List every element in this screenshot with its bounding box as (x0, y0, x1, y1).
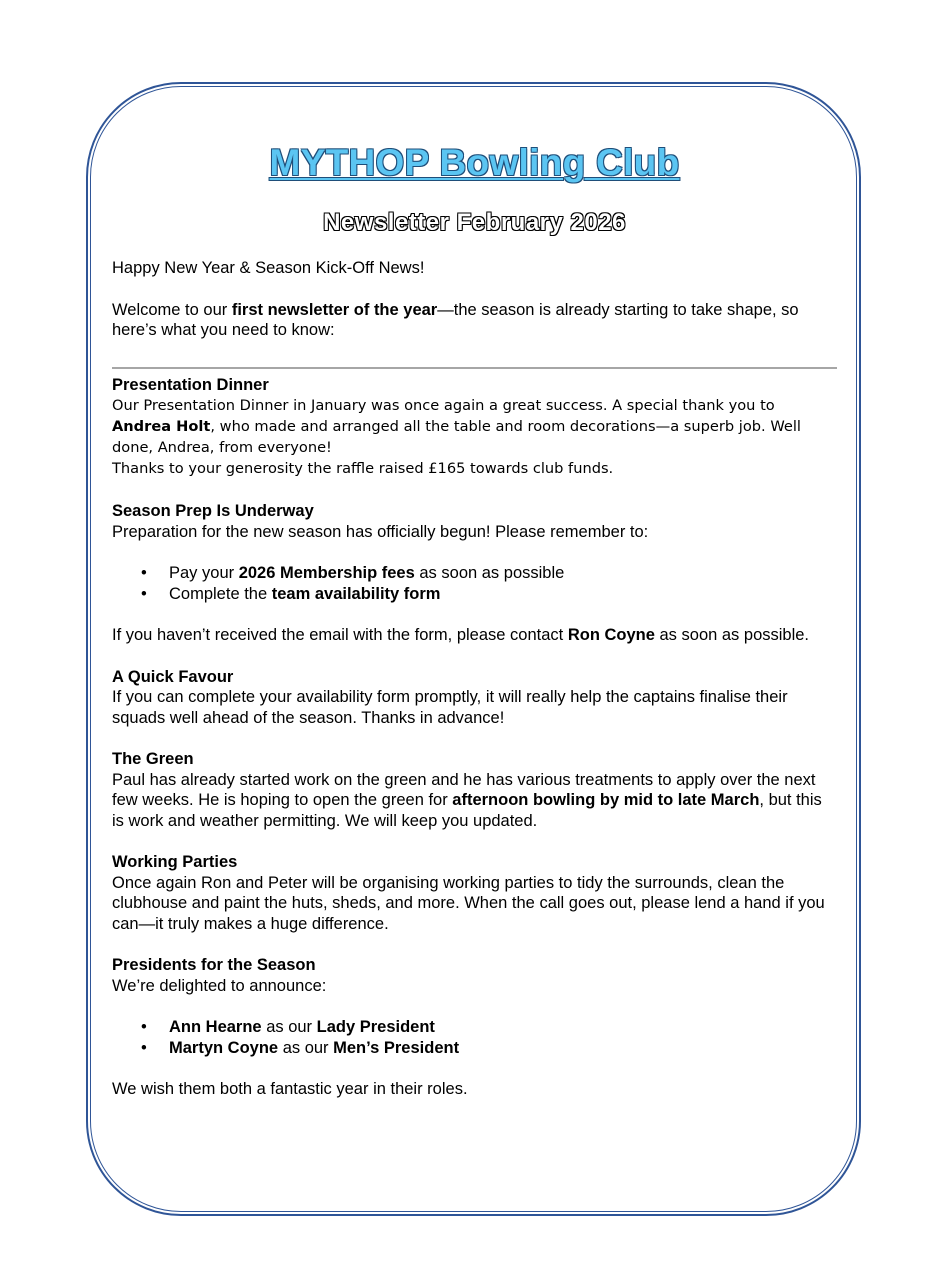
section-the-green (112, 749, 837, 831)
section-heading: A Quick Favour (112, 667, 234, 686)
section-heading: The Green (112, 750, 194, 768)
presidents-text: We’re delighted to announce: (112, 976, 327, 995)
presidents-list (112, 1017, 837, 1058)
raffle-text: Thanks to your generosity the raffle raised £165 towards club funds. (112, 460, 614, 477)
contact-text: If you haven’t received the email with the form, please contact Ron Coyne as soon as possible. (112, 626, 810, 644)
section-season-prep (112, 501, 837, 646)
closing-text: We wish them both a fantastic year in their roles. (112, 1080, 468, 1098)
section-heading: Season Prep Is Underway (112, 502, 314, 520)
list-item: • Martyn Coyne as our Men’s President (169, 1038, 837, 1059)
section-quick-favour (112, 667, 837, 729)
greeting: Happy New Year & Season Kick-Off News! (112, 259, 425, 277)
quick-favour-text: If you can complete your availability form promptly, it will really help the captains finalise their squads well ahead of the season. Thanks in advance! (112, 688, 788, 727)
section-heading: Presidents for the Season (112, 956, 316, 974)
section-heading: Presentation Dinner (112, 375, 269, 394)
green-text: Paul has already started work on the green and he has various treatments to apply over the next few weeks. He is hoping to open the green for afternoon bowling by mid to late March, but this is work and weather permitting. We will keep you updated. (112, 770, 822, 830)
newsletter-body (112, 140, 837, 1100)
dinner-text: Our Presentation Dinner in January was once again a great success. A special thank you to Andrea Holt, who made and arranged all the table and room decorations—a superb job. Well done, Andrea, from everyone! (112, 397, 801, 456)
list-item: • Ann Hearne as our Lady President (169, 1017, 837, 1038)
newsletter-subtitle: Newsletter February 2026 (323, 209, 626, 236)
list-item: • Pay your 2026 Membership fees as soon as possible (169, 563, 837, 584)
section-heading: Working Parties (112, 853, 238, 871)
section-presidents (112, 955, 837, 1100)
section-working-parties (112, 852, 837, 934)
working-parties-text: Once again Ron and Peter will be organising working parties to tidy the surrounds, clean the clubhouse and paint the huts, sheds, and more. When the call goes out, please lend a hand if you can—it truly makes a huge difference. (112, 873, 825, 933)
section-presentation-dinner (112, 375, 837, 480)
list-item: • Complete the team availability form (169, 584, 837, 605)
season-prep-text: Preparation for the new season has officially begun! Please remember to: (112, 522, 649, 541)
season-prep-list (112, 563, 837, 604)
section-divider (112, 367, 837, 369)
welcome-text: Welcome to our first newsletter of the year—the season is already starting to take shape, so here’s what you need to know: (112, 300, 799, 339)
club-title: MYTHOP Bowling Club (269, 142, 680, 183)
